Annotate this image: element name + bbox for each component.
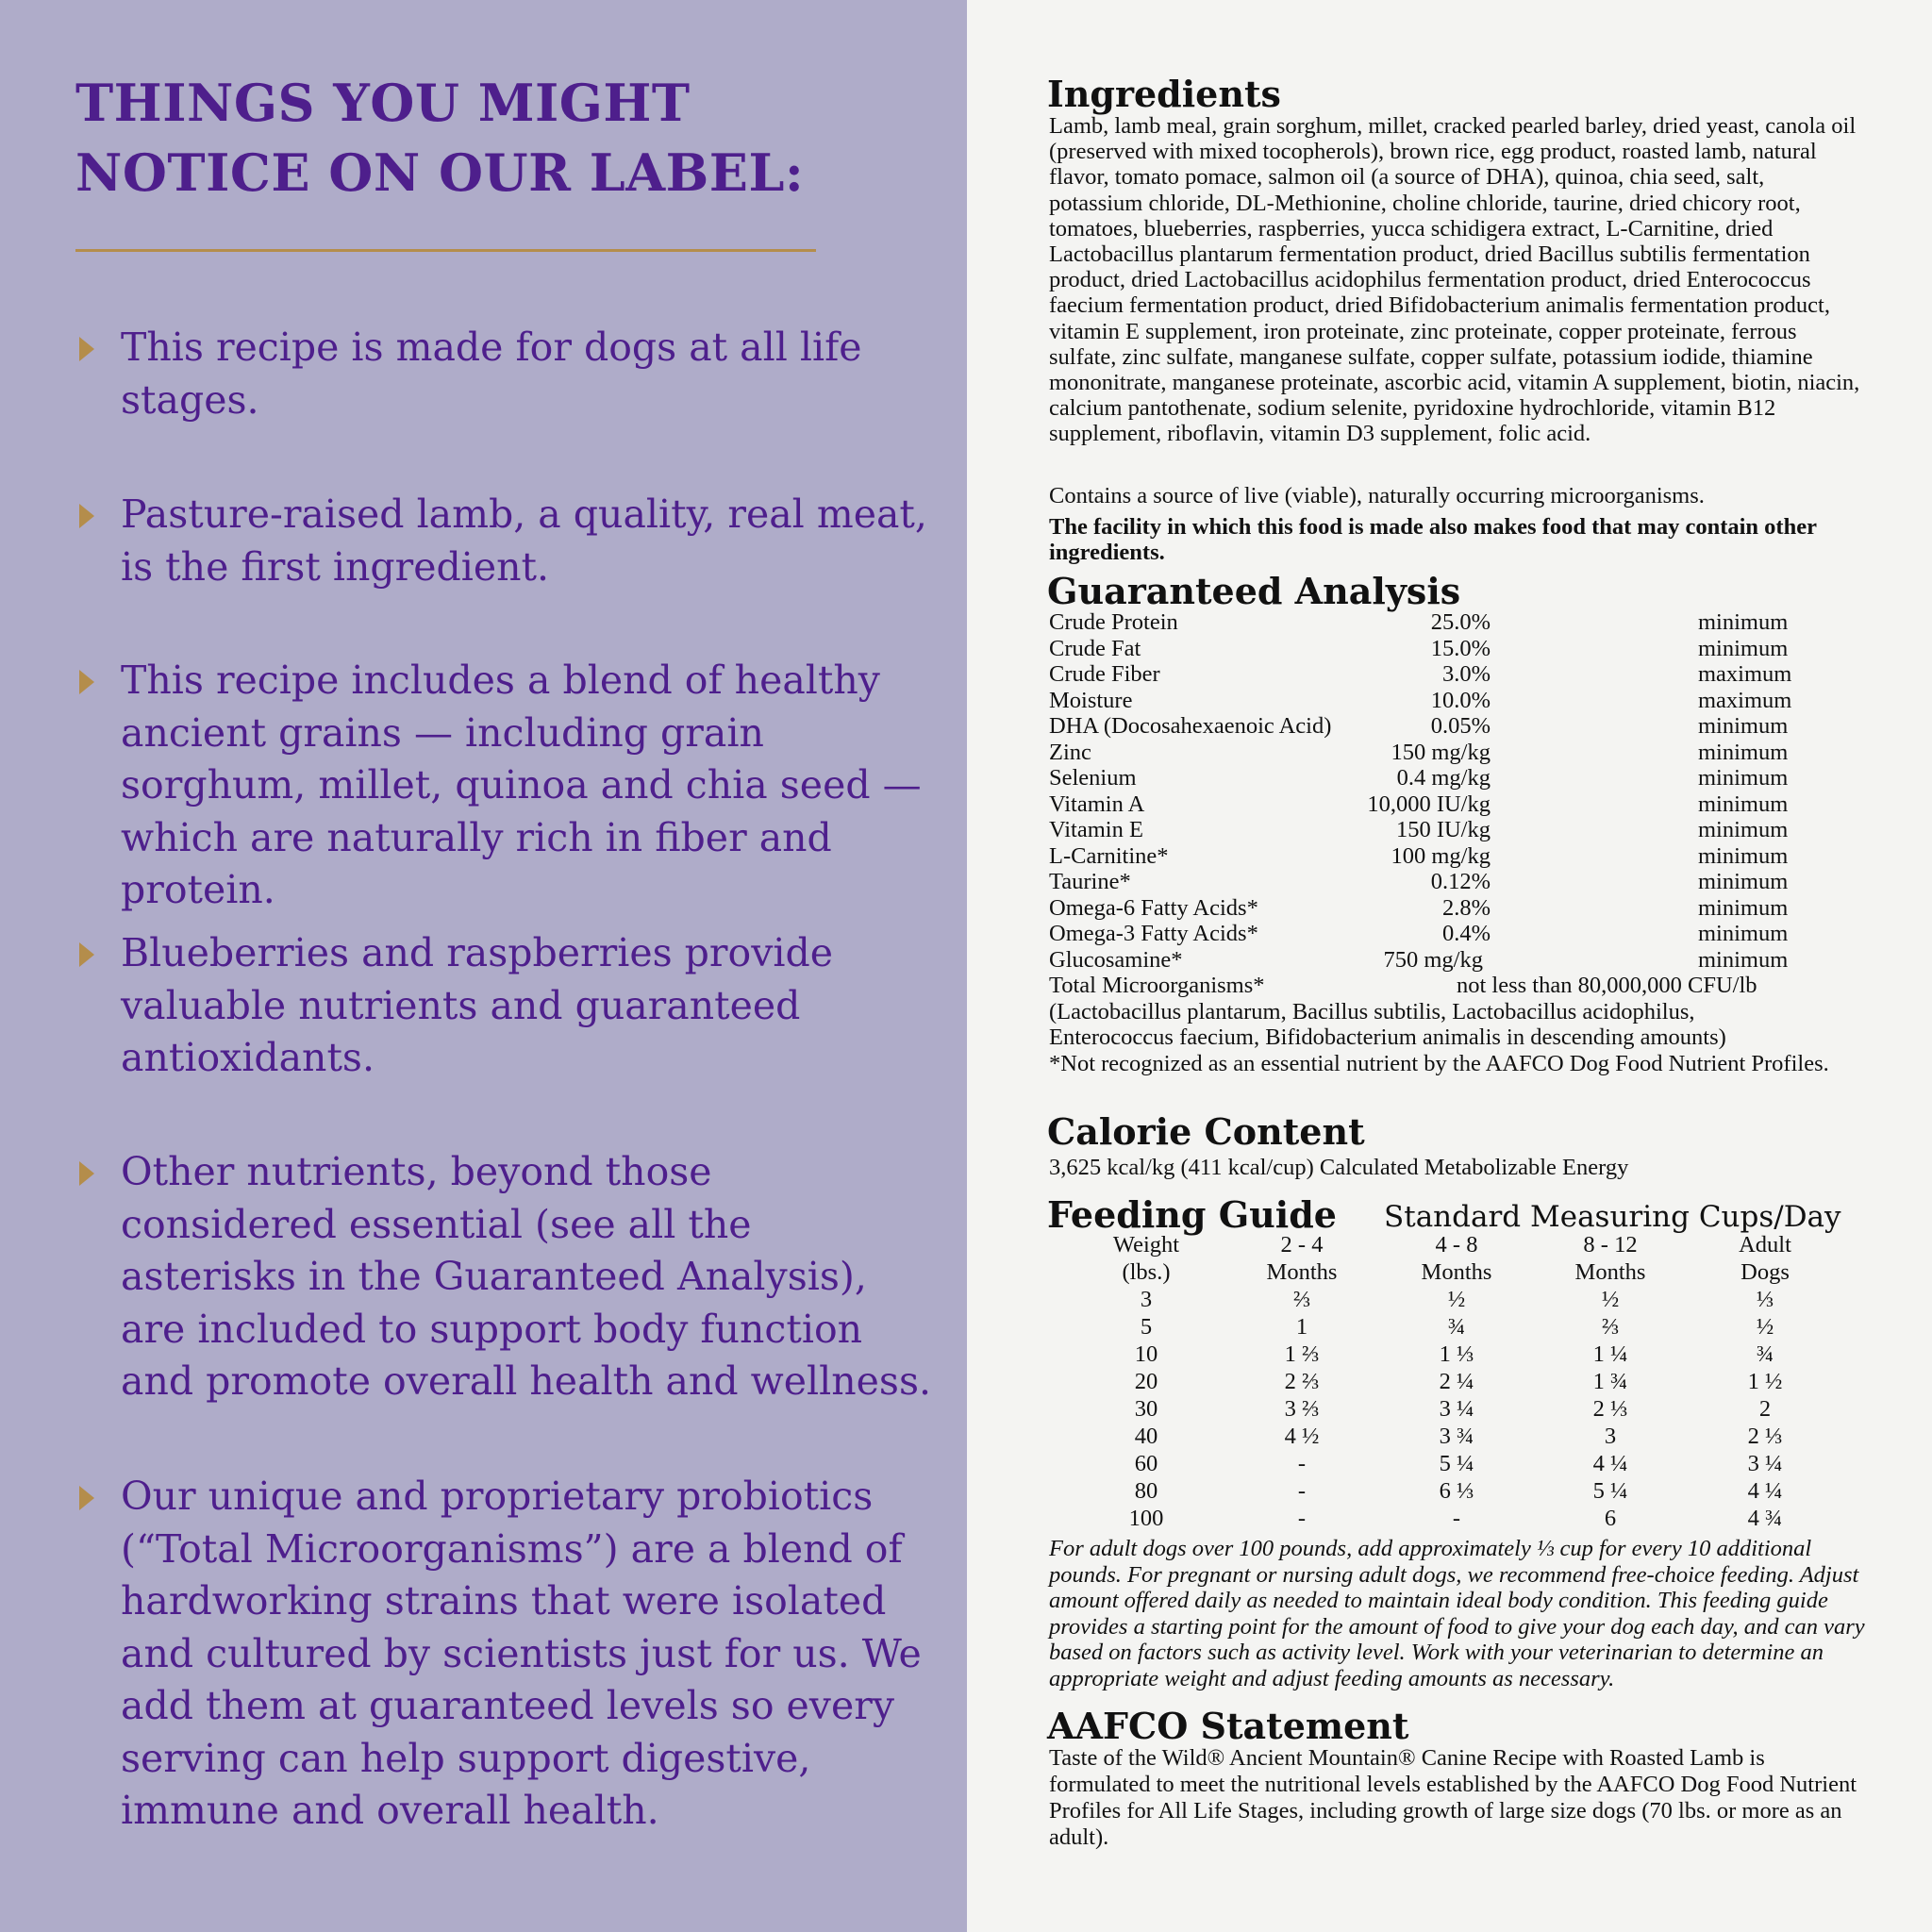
table-cell: 6 ⅓ [1439,1478,1474,1504]
nutrient-name: Taurine* [1049,869,1131,894]
table-cell: 10 [1134,1341,1158,1367]
analysis-row [1049,947,1804,974]
analysis-row [1049,609,1804,636]
column-header: 4 - 8 [1435,1232,1478,1257]
table-cell: ¾ [1756,1341,1774,1367]
bullet-text: Other nutrients, beyond those considered essential (see all the asterisks in the Guaranteed Analysis), are included to support body function and promote overall health and wellness. [121,1149,932,1404]
gold-divider [75,249,816,252]
nutrient-qualifier: minimum [1698,894,1789,921]
nutrient-name: Glucosamine* [1049,946,1183,973]
nutrient-qualifier: minimum [1698,609,1789,635]
nutrient-name: Moisture [1049,687,1133,713]
microorganism-strains: (Lactobacillus plantarum, Bacillus subtilis, Lactobacillus acidophilus, Enterococcus faecium, Bifidobacterium animalis in descending amounts) [1049,999,1726,1051]
table-cell: 2 ⅓ [1592,1396,1628,1422]
table-cell: ½ [1601,1287,1620,1312]
bullet-text: Our unique and proprietary probiotics (“Total Microorganisms”) are a blend of hardworking strains that were isolated and cultured by scientists just for us. We add them at guaranteed levels so every serving can help support digestive, immune and overall health. [121,1474,922,1833]
nutrient-value: 0.12% [1430,869,1491,894]
analysis-row [1049,817,1804,843]
nutrient-value: not less than 80,000,000 CFU/lb [1457,973,1757,998]
analysis-row [1049,636,1804,662]
nutrient-qualifier: maximum [1698,687,1792,713]
aafco-title: AAFCO Statement [1047,1705,1409,1747]
nutrient-qualifier: minimum [1698,946,1789,973]
nutrient-value: 2.8% [1441,894,1491,921]
table-cell: 4 ½ [1284,1424,1320,1449]
nutrient-value: 3.0% [1441,661,1491,687]
nutrient-value: 100 mg/kg [1391,842,1491,869]
column-header: 8 - 12 [1583,1232,1638,1257]
table-cell: ⅓ [1756,1287,1774,1312]
analysis-row [1049,869,1804,895]
table-cell: 1 ⅓ [1439,1341,1474,1367]
triangle-bullet-icon [79,504,94,528]
column-header: Months [1266,1259,1338,1285]
nutrient-value: 150 IU/kg [1395,817,1491,842]
table-cell: 1 ¼ [1592,1341,1628,1367]
table-cell: 2 ⅔ [1284,1369,1320,1394]
table-cell: 3 ¾ [1439,1424,1474,1449]
nutrient-qualifier: minimum [1698,842,1789,869]
column-header: Months [1421,1259,1492,1285]
analysis-row [1049,895,1804,922]
column-header: Adult [1739,1232,1791,1257]
table-cell: 1 [1295,1314,1308,1340]
column-header: 2 - 4 [1280,1232,1324,1257]
nutrient-qualifier: minimum [1698,713,1789,739]
table-cell: - [1297,1478,1307,1504]
bullet-text: This recipe is made for dogs at all life stages. [121,325,862,423]
analysis-row [1049,740,1804,766]
nutrient-value: 15.0% [1430,635,1491,661]
facility-note: The facility in which this food is made also makes food that may contain other ingredients. [1049,514,1817,566]
table-cell: 3 ⅔ [1284,1396,1320,1422]
calorie-title: Calorie Content [1047,1110,1365,1153]
nutrient-qualifier: minimum [1698,869,1789,894]
bullet-text: Pasture-raised lamb, a quality, real meat, is the first ingredient. [121,491,927,590]
table-cell: 3 ¼ [1747,1451,1783,1476]
table-cell: ½ [1447,1287,1466,1312]
ingredients-title: Ingredients [1047,73,1281,115]
feeding-subtitle: Standard Measuring Cups/Day [1384,1200,1841,1234]
table-cell: ⅔ [1601,1314,1620,1340]
table-cell: 6 [1604,1506,1617,1531]
nutrient-value: 150 mg/kg [1391,739,1491,765]
feeding-column-8-12-months [1554,1231,1667,1532]
nutrient-qualifier: minimum [1698,635,1789,661]
nutrient-name: Omega-6 Fatty Acids* [1049,894,1258,921]
nutrient-value: 0.05% [1430,713,1491,739]
analysis-title: Guaranteed Analysis [1047,570,1461,612]
analysis-footnote: *Not recognized as an essential nutrient by the AAFCO Dog Food Nutrient Profiles. [1049,1051,1829,1076]
nutrient-name: Crude Fat [1049,635,1141,661]
nutrient-qualifier: minimum [1698,817,1789,842]
feeding-column-4-8-months [1400,1231,1513,1532]
table-cell: 5 ¼ [1592,1478,1628,1504]
feeding-note: For adult dogs over 100 pounds, add approximately ⅓ cup for every 10 additional pounds. For pregnant or nursing adult dogs, we recommend free-choice feeding. Adjust amount offered daily as needed to maintain ideal body condition. This feeding guide provides a starting point for the amount of food to give your dog each day, and can vary based on factors such as activity level. Work with your veterinarian to determine an appropriate weight and adjust feeding amounts as necessary. [1049,1536,1865,1691]
analysis-row [1049,843,1804,870]
nutrient-value: 10,000 IU/kg [1367,791,1491,817]
feeding-column-adult-dogs [1708,1231,1822,1532]
triangle-bullet-icon [79,942,94,967]
feeding-column-2-4-months [1245,1231,1358,1532]
table-cell: 5 [1140,1314,1153,1340]
bullet-text: This recipe includes a blend of healthy ancient grains — including grain sorghum, millet, quinoa and chia seed — which are naturally rich in fiber and protein. [121,658,922,912]
bullet-text: Blueberries and raspberries provide valuable nutrients and guaranteed antioxidants. [121,930,833,1080]
nutrient-value: 25.0% [1430,609,1491,635]
nutrient-name: Selenium [1049,765,1137,791]
nutrient-value: 0.4% [1441,921,1491,946]
nutrient-name: Crude Protein [1049,609,1178,635]
calorie-text: 3,625 kcal/kg (411 kcal/cup) Calculated Metabolizable Energy [1049,1155,1629,1180]
table-cell: 20 [1134,1369,1158,1394]
analysis-row [1049,661,1804,688]
nutrient-name: L-Carnitine* [1049,842,1169,869]
feeding-column-weight [1090,1231,1203,1532]
headline-line-2: NOTICE ON OUR LABEL: [75,142,805,203]
table-cell: ⅔ [1292,1287,1311,1312]
table-cell: 4 ¾ [1747,1506,1783,1531]
table-cell: 100 [1128,1506,1164,1531]
table-cell: 5 ¼ [1439,1451,1474,1476]
ingredients-text: Lamb, lamb meal, grain sorghum, millet, cracked pearled barley, dried yeast, canola oil (preserved with mixed tocopherols), brown rice, egg product, roasted lamb, natural flavor, tomato pomace, salmon oil (a source of DHA), quinoa, chia seed, salt, potassium chloride, DL-Methionine, choline chloride, taurine, dried chicory root, tomatoes, blueberries, raspberries, yucca schidigera extract, L-Carnitine, dried Lactobacillus plantarum fermentation product, dried Bacillus subtilis fermentation product, dried Lactobacillus acidophilus fermentation product, dried Enterococcus faecium fermentation product, dried Bifidobacterium animalis fermentation product, vitamin E supplement, iron proteinate, zinc proteinate, copper proteinate, ferrous sulfate, zinc sulfate, manganese sulfate, copper sulfate, potassium iodide, thiamine mononitrate, manganese proteinate, ascorbic acid, vitamin A supplement, biotin, niacin, calcium pantothenate, sodium selenite, pyridoxine hydrochloride, vitamin B12 supplement, riboflavin, vitamin D3 supplement, folic acid. [1049,113,1860,447]
triangle-bullet-icon [79,337,94,361]
column-header: (lbs.) [1122,1259,1171,1285]
analysis-row [1049,765,1804,791]
table-cell: 40 [1134,1424,1158,1449]
table-cell: 1 ⅔ [1284,1341,1320,1367]
table-cell: 4 ¼ [1747,1478,1783,1504]
analysis-row [1049,973,1804,999]
nutrient-value: 750 mg/kg [1383,946,1483,973]
triangle-bullet-icon [79,1486,94,1510]
nutrient-name: Crude Fiber [1049,661,1160,687]
table-cell: 3 ¼ [1439,1396,1474,1422]
table-cell: - [1452,1506,1461,1531]
table-cell: ¾ [1447,1314,1466,1340]
table-cell: 4 ¼ [1592,1451,1628,1476]
triangle-bullet-icon [79,1161,94,1186]
table-cell: 1 ¾ [1592,1369,1628,1394]
nutrient-qualifier: minimum [1698,739,1789,765]
analysis-row [1049,791,1804,818]
table-cell: ½ [1756,1314,1774,1340]
nutrient-qualifier: maximum [1698,661,1792,687]
probiotic-note: Contains a source of live (viable), naturally occurring microorganisms. [1049,483,1705,508]
triangle-bullet-icon [79,670,94,694]
nutrient-qualifier: minimum [1698,791,1789,817]
table-cell: 60 [1134,1451,1158,1476]
table-cell: 1 ½ [1747,1369,1783,1394]
nutrient-name: Total Microorganisms* [1049,973,1265,998]
analysis-row [1049,921,1804,947]
nutrient-value: 10.0% [1430,687,1491,713]
table-cell: 30 [1134,1396,1158,1422]
nutrient-name: Vitamin E [1049,817,1143,842]
nutrient-name: Omega-3 Fatty Acids* [1049,921,1258,946]
nutrient-qualifier: minimum [1698,765,1789,791]
headline [75,68,924,208]
table-cell: 3 [1140,1287,1153,1312]
nutrient-name: DHA (Docosahexaenoic Acid) [1049,713,1332,739]
analysis-row [1049,688,1804,714]
table-cell: - [1297,1451,1307,1476]
nutrient-name: Vitamin A [1049,791,1145,817]
column-header: Dogs [1740,1259,1790,1285]
table-cell: 2 [1758,1396,1772,1422]
table-cell: 2 ¼ [1439,1369,1474,1394]
table-cell: 80 [1134,1478,1158,1504]
feeding-title: Feeding Guide [1047,1193,1337,1236]
aafco-text: Taste of the Wild® Ancient Mountain® Canine Recipe with Roasted Lamb is formulated to meet the nutritional levels established by the AAFCO Dog Food Nutrient Profiles for All Life Stages, including growth of large size dogs (70 lbs. or more as an adult). [1049,1745,1857,1850]
nutrient-name: Zinc [1049,739,1091,765]
headline-line-1: THINGS YOU MIGHT [75,73,691,133]
nutrient-value: 0.4 mg/kg [1396,765,1491,791]
column-header: Months [1574,1259,1646,1285]
table-cell: 3 [1604,1424,1617,1449]
analysis-row [1049,713,1804,740]
table-cell: - [1297,1506,1307,1531]
nutrient-qualifier: minimum [1698,921,1789,946]
table-cell: 2 ⅓ [1747,1424,1783,1449]
column-header: Weight [1112,1232,1180,1257]
